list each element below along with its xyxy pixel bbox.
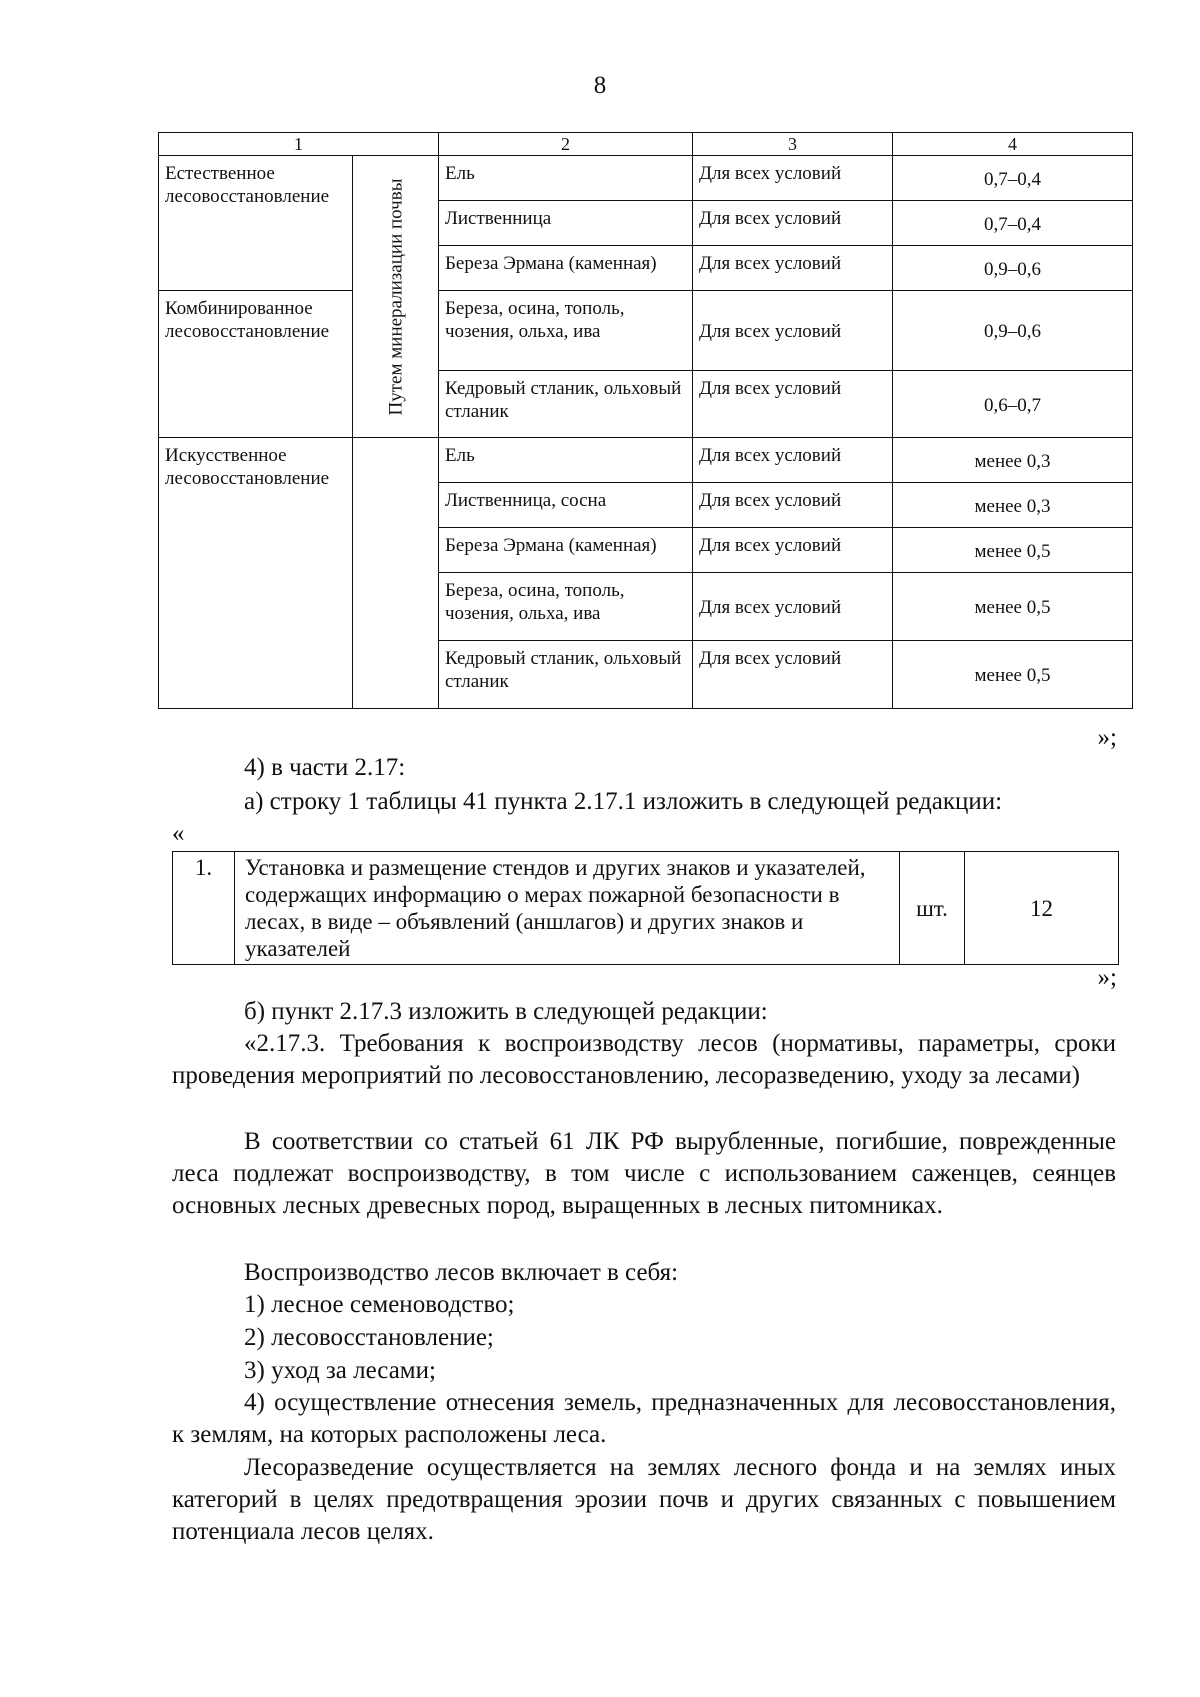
paragraph-includes: Воспроизводство лесов включает в себя: [244, 1259, 679, 1286]
conditions-cell: Для всех условий [693, 438, 893, 483]
species-cell: Ель [439, 156, 693, 201]
table-row [159, 156, 1133, 201]
row-number: 1. [173, 852, 235, 965]
conditions-cell: Для всех условий [693, 291, 893, 371]
value-cell: 0,7–0,4 [893, 201, 1133, 246]
quote-open: « [172, 820, 185, 847]
paragraph-afforestation: Лесоразведение осуществляется на землях лесного фонда и на землях иных категорий в целях предотвращения эрозии почв и других связанных с повышением потенциала лесов целях. [172, 1454, 1116, 1545]
group-natural: Естественное лесовосстановление [159, 156, 353, 291]
table-header-row [159, 133, 1133, 156]
fire-safety-table [172, 851, 1119, 965]
unit-cell: шт. [900, 852, 965, 965]
item-4: 4) в части 2.17: [244, 754, 406, 781]
value-cell: 0,9–0,6 [893, 291, 1133, 371]
quantity-cell: 12 [965, 852, 1119, 965]
value-cell: 0,7–0,4 [893, 156, 1133, 201]
value-cell: 0,9–0,6 [893, 246, 1133, 291]
list-item: 3) уход за лесами; [244, 1357, 436, 1384]
header-cell: 2 [439, 133, 693, 156]
method-cell [353, 156, 439, 438]
species-cell: Береза, осина, тополь, чозения, ольха, ива [439, 573, 693, 641]
header-cell: 4 [893, 133, 1133, 156]
conditions-cell: Для всех условий [693, 641, 893, 709]
page-number: 8 [593, 72, 607, 99]
species-cell: Береза Эрмана (каменная) [439, 528, 693, 573]
conditions-cell: Для всех условий [693, 371, 893, 438]
list-item: 1) лесное семеноводство; [244, 1291, 515, 1318]
species-cell: Лиственница [439, 201, 693, 246]
value-cell: менее 0,5 [893, 641, 1133, 709]
quote-close-2: »; [1097, 964, 1117, 991]
species-cell: Береза, осина, тополь, чозения, ольха, ива [439, 291, 693, 371]
value-cell: менее 0,5 [893, 528, 1133, 573]
group-combined: Комбинированное лесовосстановление [159, 291, 353, 438]
item-4a: а) строку 1 таблицы 41 пункта 2.17.1 изложить в следующей редакции: [244, 788, 1003, 815]
table-row [159, 291, 1133, 371]
species-cell: Кедровый стланик, ольховый стланик [439, 371, 693, 438]
species-cell: Кедровый стланик, ольховый стланик [439, 641, 693, 709]
list-item-4: 4) осуществление отнесения земель, предназначенных для лесовосстановления, к землям, на которых расположены леса. [172, 1389, 1116, 1448]
conditions-cell: Для всех условий [693, 246, 893, 291]
group-artificial: Искусственное лесовосстановление [159, 438, 353, 709]
list-item: 2) лесовосстановление; [244, 1324, 494, 1351]
paragraph-2-17-3: «2.17.3. Требования к воспроизводству лесов (нормативы, параметры, сроки проведения мероприятий по лесовосстановлению, лесоразведению, уходу за лесами) [172, 1030, 1116, 1089]
value-cell: менее 0,5 [893, 573, 1133, 641]
value-cell: менее 0,3 [893, 438, 1133, 483]
header-cell: 1 [159, 133, 439, 156]
conditions-cell: Для всех условий [693, 528, 893, 573]
item-4b: б) пункт 2.17.3 изложить в следующей редакции: [244, 998, 768, 1025]
conditions-cell: Для всех условий [693, 201, 893, 246]
conditions-cell: Для всех условий [693, 156, 893, 201]
method-cell-empty [353, 438, 439, 709]
paragraph-article-61: В соответствии со статьей 61 ЛК РФ вырубленные, погибшие, поврежденные леса подлежат воспроизводству, в том числе с использованием саженцев, сеянцев основных лесных древесных пород, выращенных в лесных питомниках. [172, 1128, 1116, 1219]
species-cell: Лиственница, сосна [439, 483, 693, 528]
species-cell: Береза Эрмана (каменная) [439, 246, 693, 291]
table-row [159, 438, 1133, 483]
quote-close: »; [1097, 724, 1117, 751]
header-cell: 3 [693, 133, 893, 156]
table-row [173, 852, 1119, 965]
species-cell: Ель [439, 438, 693, 483]
value-cell: менее 0,3 [893, 483, 1133, 528]
measure-text: Установка и размещение стендов и других знаков и указателей, содержащих информацию о мерах пожарной безопасности в лесах, в виде – объявлений (аншлагов) и других знаков и указателей [235, 852, 900, 965]
conditions-cell: Для всех условий [693, 573, 893, 641]
conditions-cell: Для всех условий [693, 483, 893, 528]
reforestation-table [158, 132, 1133, 709]
method-vertical-label: Путем минерализации почвы [385, 178, 406, 415]
value-cell: 0,6–0,7 [893, 371, 1133, 438]
